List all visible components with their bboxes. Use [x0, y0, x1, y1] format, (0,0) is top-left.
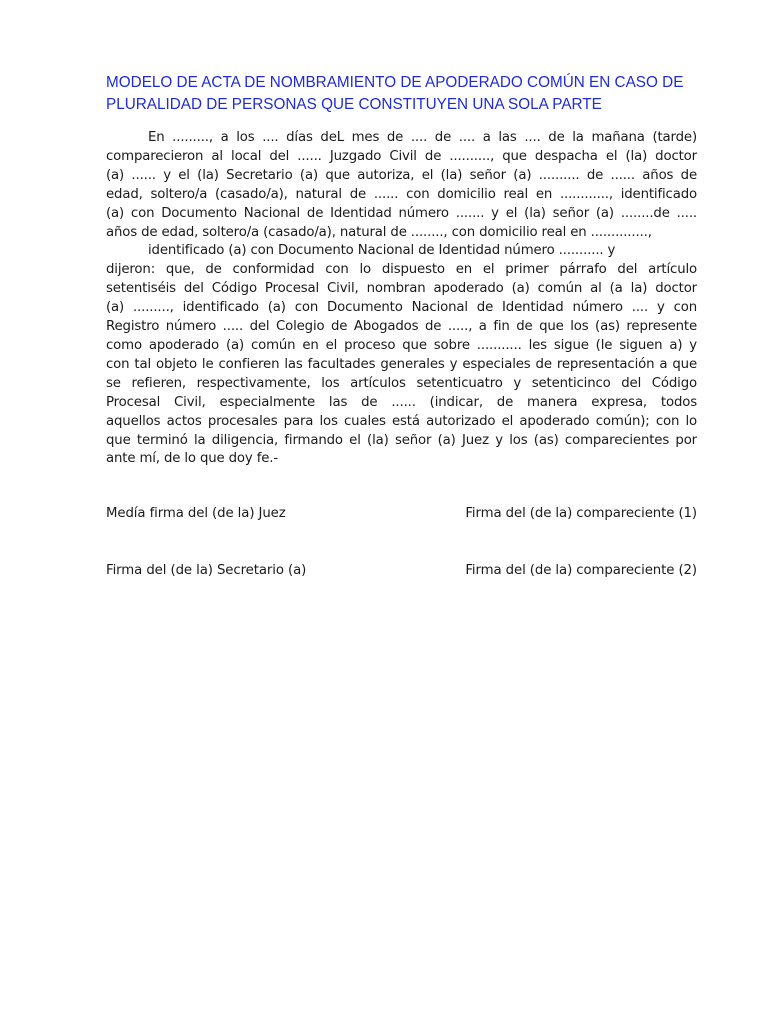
signature-judge: Medía firma del (de la) Juez — [106, 506, 286, 521]
body-line: Registro número ..... del Colegio de Abogados de ....., a fin de que los (as) represente — [106, 319, 697, 335]
body-line: En ........., a los .... días deL mes de .... de .... a las .... de la mañana (tarde) — [148, 130, 697, 145]
body-line: ante mí, de lo que doy fe.- — [106, 451, 278, 467]
document-body — [106, 129, 697, 469]
body-line: Procesal Civil, especialmente las de ...... (indicar, de manera expresa, todos — [106, 394, 697, 410]
body-line: aquellos actos procesales para los cuales está autorizado el apoderado común); con lo — [106, 413, 697, 429]
signature-appearing-2: Firma del (de la) compareciente (2) — [465, 563, 697, 578]
document-title: MODELO DE ACTA DE NOMBRAMIENTO DE APODERADO COMÚN EN CASO DE PLURALIDAD DE PERSONAS QUE CONSTITUYEN UNA SOLA PARTE — [106, 74, 684, 113]
signature-secretary: Firma del (de la) Secretario (a) — [106, 563, 307, 578]
body-line: (a) ...... y el (la) Secretario (a) que autoriza, el (la) señor (a) .......... de ...... años de — [106, 167, 697, 183]
body-line: edad, soltero/a (casado/a), natural de ...... con domicilio real en ............, identificado — [106, 186, 697, 202]
body-line: comparecieron al local del ...... Juzgado Civil de .........., que despacha el (la) doctor — [106, 148, 697, 164]
body-line: años de edad, soltero/a (casado/a), natural de ........, con domicilio real en .............., — [106, 224, 652, 240]
body-line: dijeron: que, de conformidad con lo dispuesto en el primer párrafo del artículo — [106, 262, 697, 278]
body-line: se refieren, respectivamente, los artículos setenticuatro y setenticinco del Código — [106, 375, 697, 391]
body-line: identificado (a) con Documento Nacional de Identidad número ........... y — [148, 243, 616, 259]
body-line: como apoderado (a) común en el proceso que sobre ........... les sigue (le siguen a) y — [106, 337, 697, 353]
body-line: (a) ........., identificado (a) con Documento Nacional de Identidad número .... y con — [106, 300, 697, 316]
body-line: que terminó la diligencia, firmando el (la) señor (a) Juez y los (as) comparecientes por — [106, 432, 697, 448]
signature-appearing-1: Firma del (de la) compareciente (1) — [465, 506, 697, 521]
body-line: (a) con Documento Nacional de Identidad número ....... y el (la) señor (a) ........de ..... — [106, 205, 697, 221]
body-line: con tal objeto le confieren las facultades generales y especiales de representación a que — [106, 356, 697, 372]
body-line: setentiséis del Código Procesal Civil, nombran apoderado (a) común al (a la) doctor — [106, 281, 697, 297]
